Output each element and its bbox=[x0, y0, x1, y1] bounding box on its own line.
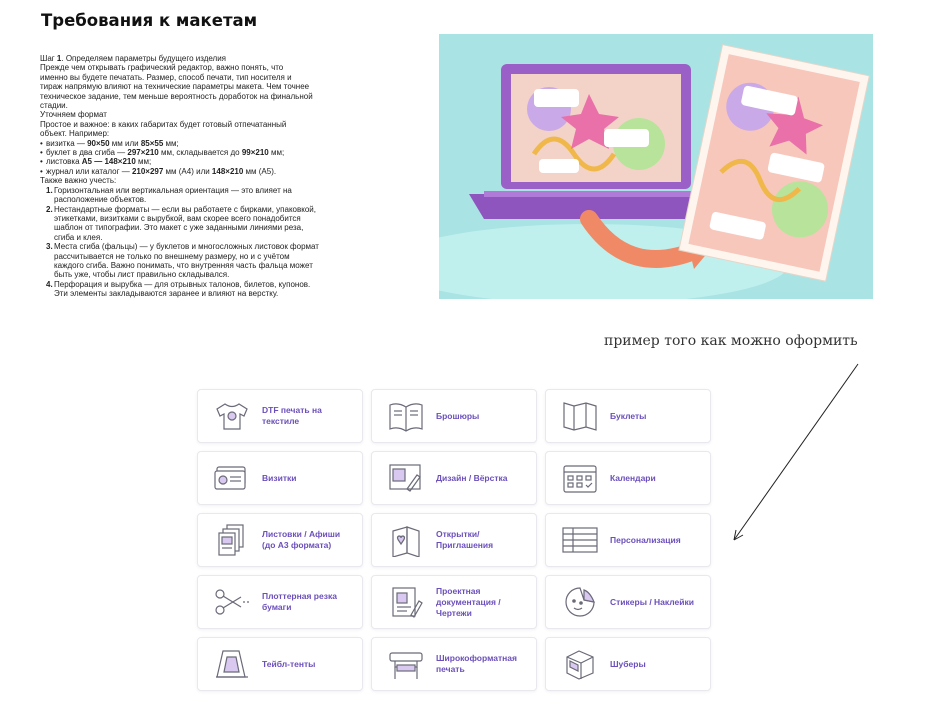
laptop-and-print-illustration bbox=[439, 34, 873, 299]
category-card-wide-format[interactable] bbox=[371, 637, 537, 691]
postcard-icon bbox=[386, 522, 426, 558]
category-card-calendars[interactable] bbox=[545, 451, 711, 505]
intro-line: Прежде чем открывать графический редактор, важно понять, что bbox=[40, 63, 284, 73]
booklet-icon bbox=[560, 398, 600, 434]
bullet-item: • визитка — 90×50 мм или 85×55 мм; bbox=[40, 139, 370, 148]
intro-line: именно вы будете печатать. Размер, способ печати, тип носителя и bbox=[40, 72, 292, 82]
category-label: Проектная документация / Чертежи bbox=[436, 585, 501, 618]
brochure-icon bbox=[386, 398, 426, 434]
tshirt-icon bbox=[212, 398, 252, 434]
category-card-dtf[interactable] bbox=[197, 389, 363, 443]
category-grid bbox=[197, 389, 712, 691]
flyers-icon bbox=[212, 522, 252, 558]
category-label: DTF печать на текстиле bbox=[262, 405, 322, 426]
hero-illustration bbox=[439, 34, 873, 299]
also-heading: Также важно учесть: bbox=[40, 176, 117, 186]
bullet-item: • журнал или каталог — 210×297 мм (А4) или 148×210 мм (А5). bbox=[40, 167, 370, 176]
page-title: Требования к макетам bbox=[41, 11, 258, 30]
category-card-design[interactable] bbox=[371, 451, 537, 505]
category-label: Буклеты bbox=[610, 410, 647, 421]
category-label: Шуберы bbox=[610, 658, 646, 669]
numbered-item: 3. Места сгиба (фальцы) — у буклетов и многосложных листовок формат рассчитывается не только по внешнему размеру, но и с учётом каждого сгиба. Важно понимать, что внутренняя часть фальца может быть уже, чтобы лист правильно складывался. bbox=[46, 242, 319, 280]
category-card-flyers[interactable] bbox=[197, 513, 363, 567]
plotter-icon bbox=[386, 646, 426, 682]
category-label: Открытки/ Приглашения bbox=[436, 529, 494, 550]
category-label: Листовки / Афиши (до А3 формата) bbox=[262, 529, 341, 550]
personalization-icon bbox=[560, 522, 600, 558]
category-card-business-cards[interactable] bbox=[197, 451, 363, 505]
category-card-booklets[interactable] bbox=[545, 389, 711, 443]
category-label: Тейбл-тенты bbox=[262, 658, 316, 669]
category-card-personalization[interactable] bbox=[545, 513, 711, 567]
example-note: пример того как можно оформить bbox=[604, 333, 858, 349]
intro-line: стадии. bbox=[40, 101, 68, 111]
category-label: Персонализация bbox=[610, 534, 681, 545]
format-line: объект. Например: bbox=[40, 129, 110, 139]
category-label: Плоттерная резка бумаги bbox=[262, 591, 337, 612]
pointer-arrow-icon bbox=[720, 360, 860, 550]
category-card-postcards[interactable] bbox=[371, 513, 537, 567]
intro-line: тираж напрямую влияют на технические параметры макета. Чем точнее bbox=[40, 82, 310, 92]
category-card-shubers[interactable] bbox=[545, 637, 711, 691]
step-heading: Шаг 1. Определяем параметры будущего изделия bbox=[40, 54, 227, 63]
intro-line: техническое задание, тем меньше вероятность доработок на финальной bbox=[40, 91, 313, 101]
business-card-icon bbox=[212, 460, 252, 496]
category-label: Визитки bbox=[262, 472, 297, 483]
category-label: Брошюры bbox=[436, 410, 480, 421]
category-card-table-tents[interactable] bbox=[197, 637, 363, 691]
category-card-stickers[interactable] bbox=[545, 575, 711, 629]
bullet-item: • листовка А5 — 148×210 мм; bbox=[40, 157, 370, 166]
subheading: Уточняем формат bbox=[40, 110, 107, 120]
sticker-icon bbox=[560, 584, 600, 620]
category-label: Широкоформатная печать bbox=[436, 653, 517, 674]
format-line: Простое и важное: в каких габаритах будет готовый отпечатанный bbox=[40, 119, 287, 129]
category-card-plotter-cutting[interactable] bbox=[197, 575, 363, 629]
calendar-icon bbox=[560, 460, 600, 496]
numbered-item: 4. Перфорация и вырубка — для отрывных талонов, билетов, купонов. Эти элементы закладываются заранее и влияют на верстку. bbox=[46, 279, 311, 299]
design-icon bbox=[386, 460, 426, 496]
category-card-brochures[interactable] bbox=[371, 389, 537, 443]
blueprint-icon bbox=[386, 584, 426, 620]
requirements-text bbox=[40, 54, 370, 299]
scissors-icon bbox=[212, 584, 252, 620]
category-card-blueprints[interactable] bbox=[371, 575, 537, 629]
category-label: Календари bbox=[610, 472, 656, 483]
numbered-item: 1. Горизонтальная или вертикальная ориентация — это влияет на расположение объектов. bbox=[46, 185, 292, 205]
category-label: Стикеры / Наклейки bbox=[610, 596, 694, 607]
bullet-item: • буклет в два сгиба — 297×210 мм, складывается до 99×210 мм; bbox=[40, 148, 370, 157]
table-tent-icon bbox=[212, 646, 252, 682]
box-icon bbox=[560, 646, 600, 682]
category-label: Дизайн / Вёрстка bbox=[436, 472, 508, 483]
numbered-item: 2. Нестандартные форматы — если вы работаете с бирками, упаковкой, этикетками, визитками с вырубкой, вам скорее всего понадобится шаблон от типографии. Это макет с уже заданными линиями реза, сгиба и клея. bbox=[46, 204, 316, 242]
